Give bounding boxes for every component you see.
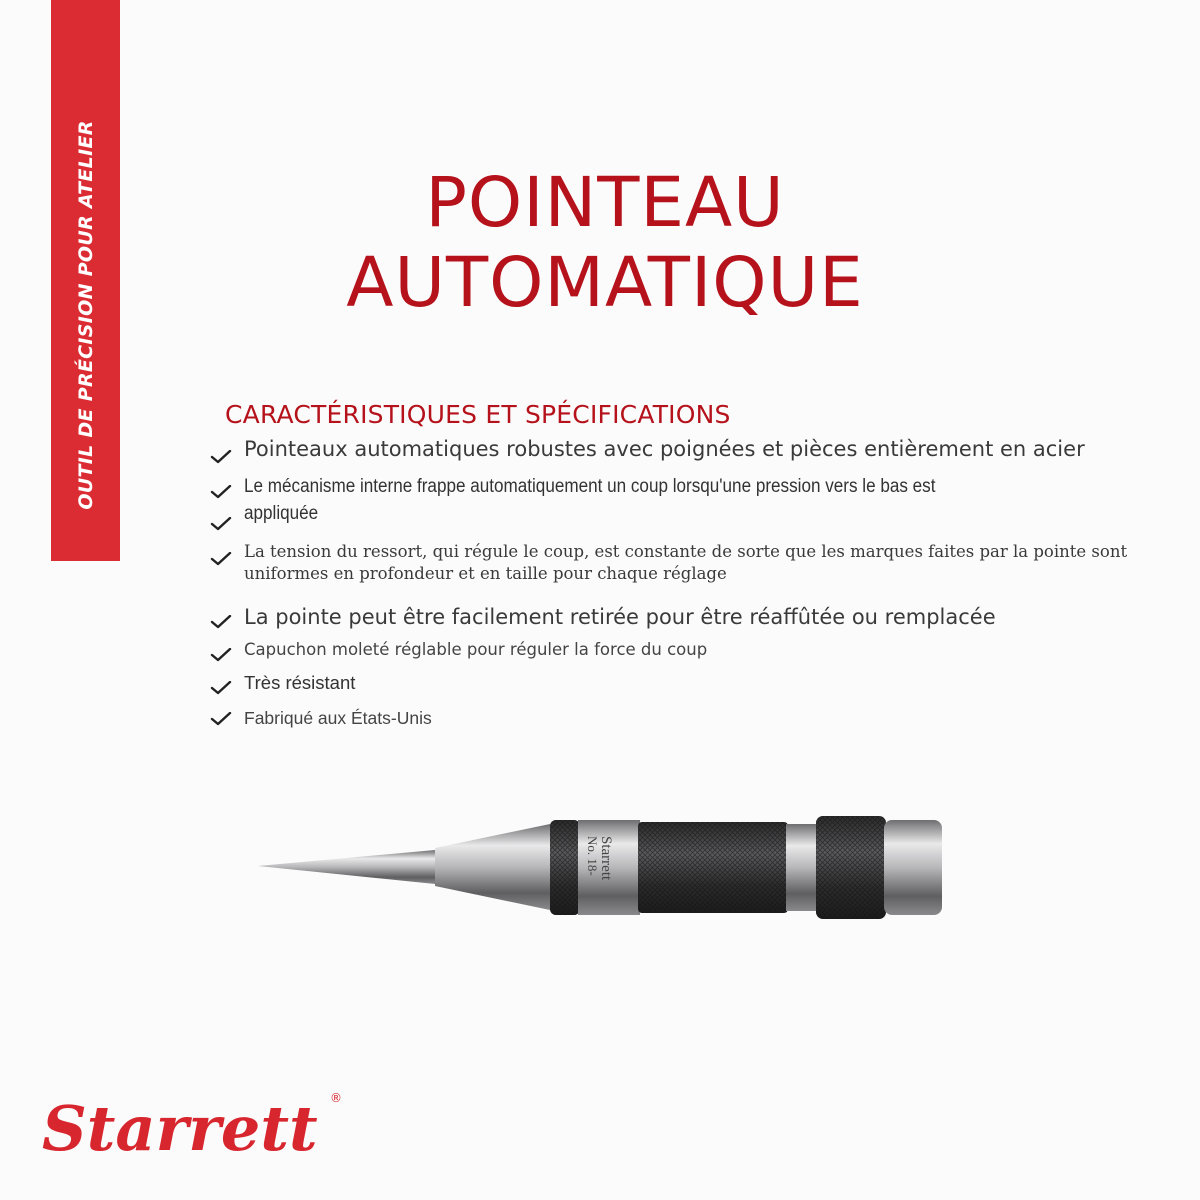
starrett-logo: [40, 1078, 350, 1168]
registered-mark: ®: [330, 1091, 342, 1105]
section-heading: CARACTÉRISTIQUES ET SPÉCIFICATIONS: [225, 400, 731, 429]
checkmark-icon: [210, 648, 232, 662]
engraving-model: No. 18-: [585, 836, 600, 876]
page-title: [250, 163, 960, 323]
title-line-2: AUTOMATIQUE: [346, 243, 864, 323]
feature-text: Très résistant: [244, 672, 356, 693]
checkmark-icon: [210, 712, 232, 726]
title-line-1: POINTEAU: [425, 163, 785, 243]
engraving-brand: Starrett: [598, 836, 614, 881]
side-banner: [51, 0, 120, 561]
feature-text: Fabriqué aux États-Unis: [244, 708, 432, 728]
checkmark-icon: [210, 485, 232, 499]
feature-text: La pointe peut être facilement retirée pour être réaffûtée ou remplacée: [244, 605, 996, 629]
checkmark-icon: [210, 681, 232, 695]
feature-text: La tension du ressort, qui régule le coup, est constante de sorte que les marques faites par la pointe sont uniformes en profondeur et en taille pour chaque réglage: [244, 542, 1128, 583]
feature-text: Le mécanisme interne frappe automatiquement un coup lorsqu'une pression vers le bas est appliquée: [244, 476, 936, 524]
checkmark-icon: [210, 450, 232, 464]
checkmark-icon: [210, 517, 232, 531]
automatic-center-punch-image: [250, 810, 950, 925]
logo-text: Starrett: [42, 1092, 318, 1165]
side-banner-text: OUTIL DE PRÉCISION POUR ATELIER: [74, 120, 97, 510]
feature-text: Capuchon moleté réglable pour réguler la force du coup: [244, 640, 708, 659]
checkmark-icon: [210, 615, 232, 629]
checkmark-icon: [210, 552, 232, 566]
extra-bullet-container: [210, 0, 240, 1]
feature-text: Pointeaux automatiques robustes avec poignées et pièces entièrement en acier: [244, 437, 1085, 461]
